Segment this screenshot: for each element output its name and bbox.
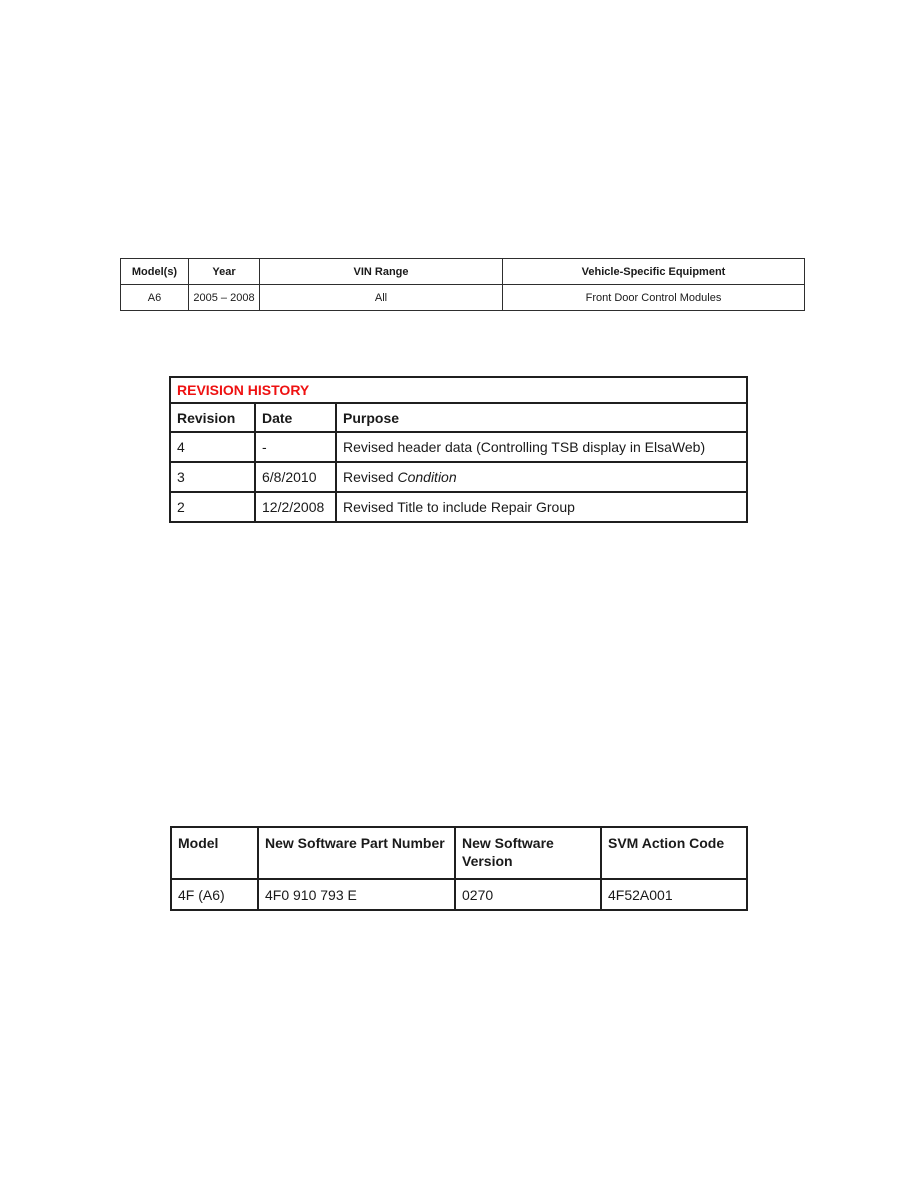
vehicle-applicability-table <box>120 258 805 311</box>
revision-history-table <box>169 376 748 523</box>
cell-equipment: Front Door Control Modules <box>503 285 805 311</box>
cell-date: 6/8/2010 <box>255 462 336 492</box>
column-header-equipment: Vehicle-Specific Equipment <box>503 259 805 285</box>
table-row <box>171 879 747 910</box>
cell-vin-range: All <box>260 285 503 311</box>
column-header-vin-range: VIN Range <box>260 259 503 285</box>
cell-date: - <box>255 432 336 462</box>
cell-models: A6 <box>121 285 189 311</box>
cell-revision: 3 <box>170 462 255 492</box>
column-header-model: Model <box>171 827 258 879</box>
column-header-part-number: New Software Part Number <box>258 827 455 879</box>
purpose-text: Revised <box>343 469 398 485</box>
cell-svm-action-code: 4F52A001 <box>601 879 747 910</box>
column-header-software-version: New Software Version <box>455 827 601 879</box>
cell-model: 4F (A6) <box>171 879 258 910</box>
column-header-date: Date <box>255 403 336 432</box>
revision-table-header-row <box>170 403 747 432</box>
column-header-year: Year <box>189 259 260 285</box>
cell-purpose <box>336 492 747 522</box>
cell-purpose <box>336 462 747 492</box>
cell-revision: 4 <box>170 432 255 462</box>
table-row <box>121 285 805 311</box>
table-row <box>170 462 747 492</box>
table-row <box>170 432 747 462</box>
purpose-text: Revised header data (Controlling TSB display in ElsaWeb) <box>343 439 706 455</box>
column-header-purpose: Purpose <box>336 403 747 432</box>
software-version-table <box>170 826 748 911</box>
software-table-header-row <box>171 827 747 879</box>
column-header-models: Model(s) <box>121 259 189 285</box>
cell-date: 12/2/2008 <box>255 492 336 522</box>
purpose-emphasis: Condition <box>397 469 457 485</box>
column-header-svm-action-code: SVM Action Code <box>601 827 747 879</box>
cell-purpose <box>336 432 747 462</box>
cell-year: 2005 – 2008 <box>189 285 260 311</box>
cell-revision: 2 <box>170 492 255 522</box>
vehicle-table-header-row <box>121 259 805 285</box>
cell-software-version: 0270 <box>455 879 601 910</box>
cell-part-number: 4F0 910 793 E <box>258 879 455 910</box>
column-header-revision: Revision <box>170 403 255 432</box>
table-row <box>170 492 747 522</box>
revision-history-title-row <box>170 377 747 403</box>
revision-history-title: REVISION HISTORY <box>170 377 747 403</box>
purpose-text: Revised Title to include Repair Group <box>343 499 575 515</box>
